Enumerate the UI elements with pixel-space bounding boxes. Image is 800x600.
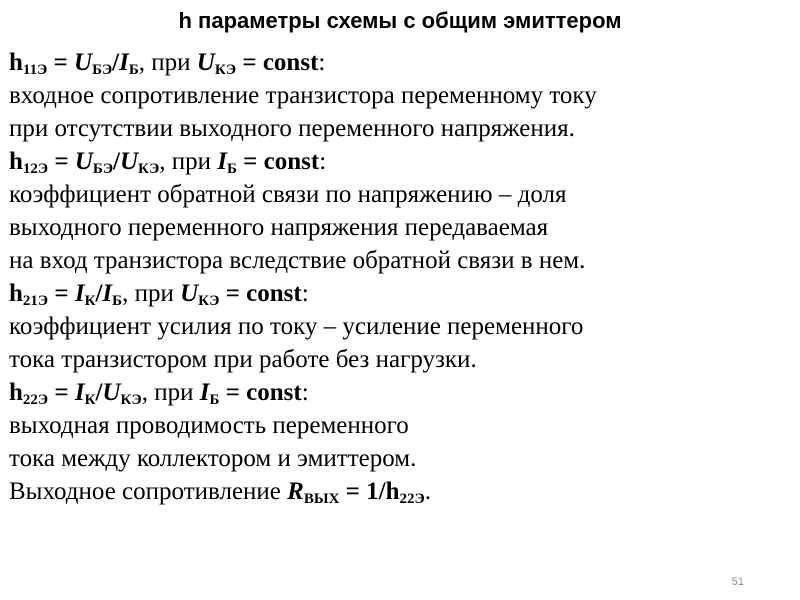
description-h21-line-2: тока транзистором при работе без нагрузки. — [9, 346, 477, 373]
description-h11-line-2: при отсутствии выходного переменного напряжения. — [9, 115, 575, 142]
description-h21-line-1: коэффициент усилия по току – усиление переменного — [9, 313, 584, 340]
description-h12-line-1: коэффициент обратной связи по напряжению – доля — [9, 181, 567, 208]
page-number: 51 — [731, 576, 744, 588]
slide-title: h параметры схемы с общим эмиттером — [178, 8, 622, 33]
formula-h22: $h_{22Э} = I_К/U_{КЭ}$, при $I_Б$ = const: — [9, 379, 309, 408]
description-h12-line-3: на вход транзистора вследствие обратной связи в нем. — [9, 247, 586, 274]
formula-h21: $h_{21Э} = I_К/I_Б$, при $U_{КЭ}$ = const: — [9, 280, 309, 309]
description-h11-line-1: входное сопротивление транзистора переменному току — [9, 82, 597, 109]
description-h12-line-2: выходного переменного напряжения передаваемая — [9, 214, 549, 241]
description-h22-line-1: выходная проводимость переменного — [9, 412, 409, 439]
formula-h11: $h_{11Э} = U_{БЭ}/I_Б$, при $U_{КЭ}$ = const: — [9, 49, 326, 78]
description-h22-line-2: тока между коллектором и эмиттером. — [9, 445, 417, 472]
output-resistance-line: Выходное сопротивление $R_{ВЫХ} = 1/h_{22Э}$. — [9, 478, 431, 507]
slide-body — [9, 46, 789, 508]
formula-h12: $h_{12Э} = U_{БЭ}/U_{КЭ}$, при $I_Б$ = const: — [9, 148, 327, 177]
